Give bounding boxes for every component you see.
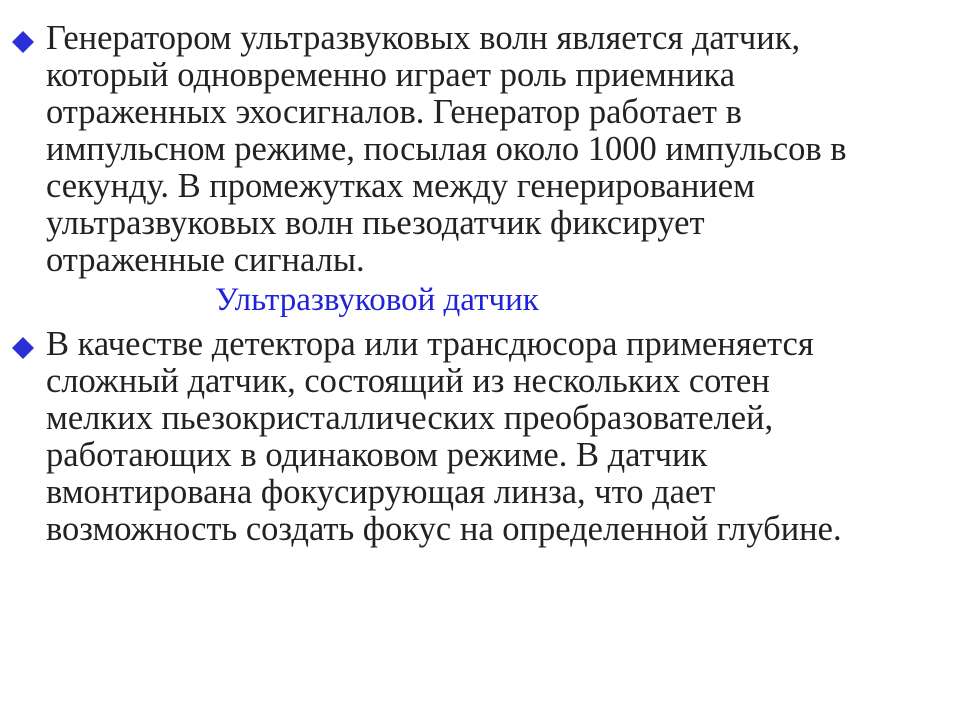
text-line: ультразвуковых волн пьезодатчик фиксирует (46, 204, 705, 242)
text-line: секунду. В промежутках между генерированием (46, 167, 755, 205)
bullet-paragraph-generator (10, 20, 910, 279)
bullet-paragraph-detector (10, 326, 910, 548)
text-line: возможность создать фокус на определенной глубине. (46, 510, 842, 548)
text-line: вмонтирована фокусирующая линза, что дает (46, 473, 716, 511)
text-line: В качестве детектора или трансдюсора применяется (46, 325, 814, 363)
text-line: отраженных эхосигналов. Генератор работает в (46, 93, 742, 131)
diamond-bullet-icon (10, 335, 36, 361)
text-line: Генератором ультразвуковых волн является датчик, (46, 19, 801, 57)
text-line: работающих в одинаковом режиме. В датчик (46, 436, 708, 474)
text-line: мелких пьезокристаллических преобразователей, (46, 399, 774, 437)
text-line: отраженные сигналы. (46, 241, 365, 279)
image-caption: Ультразвуковой датчик (215, 282, 539, 318)
text-line: который одновременно играет роль приемника (46, 56, 736, 94)
bullet-text (46, 20, 910, 279)
bullet-text (46, 326, 910, 548)
text-line: сложный датчик, состоящий из нескольких сотен (46, 362, 770, 400)
diamond-bullet-icon (10, 29, 36, 55)
text-line: импульсном режиме, посылая около 1000 импульсов в (46, 130, 847, 168)
